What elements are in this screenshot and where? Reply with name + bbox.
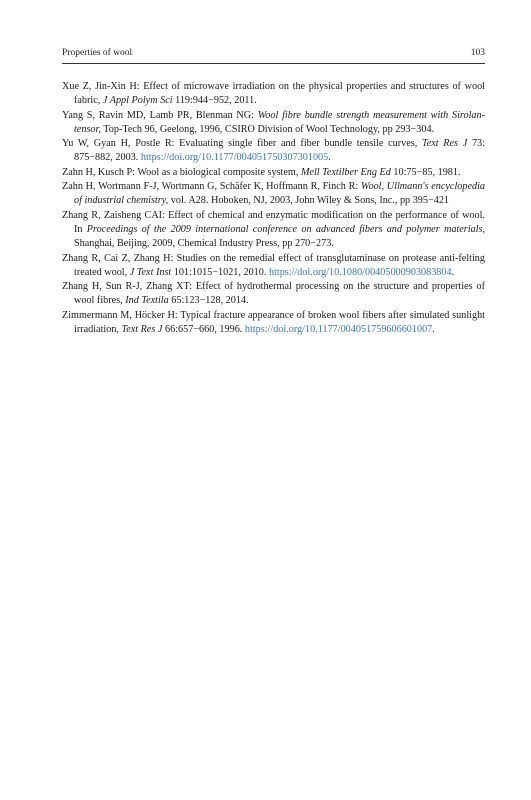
ref-text: vol. A28. Hoboken, NJ, 2003, John Wiley & Sons, Inc., pp 395−421 — [168, 195, 450, 207]
running-header — [62, 47, 485, 59]
ref-text: Shanghai, Beijing, 2009, Chemical Industry Press, pp 270−273. — [74, 238, 334, 250]
ref-italic: Text Res J — [421, 138, 468, 150]
ref-italic: Wool, Ullmann's encyclopedia of industrial chemistry, — [74, 181, 486, 207]
doi-link[interactable]: https://doi.org/10.1177/004051750307301005 — [140, 152, 329, 164]
doi-link[interactable]: https://doi.org/10.1080/00405000903083804 — [268, 266, 452, 278]
reference-list — [62, 80, 485, 337]
ref-italic: J Appl Polym Sci — [102, 95, 173, 107]
reference-item — [62, 137, 485, 166]
ref-italic: Wool fibre bundle strength measurement with Sirolan-tensor, — [74, 109, 485, 135]
running-title: Properties of wool — [62, 48, 133, 58]
ref-text: Yu W, Gyan H, Postle R: Evaluating single fiber and fiber bundle tensile curves, — [62, 138, 422, 150]
reference-item — [62, 309, 485, 338]
reference-item — [62, 166, 485, 180]
ref-text: 119:944−952, 2011. — [172, 95, 257, 107]
ref-italic: Text Res J — [121, 324, 163, 336]
ref-text: Zimmermann M, Höcker H: Typical fracture appearance of broken wool fibers after simulated sunlight irradiation, — [62, 309, 485, 336]
ref-text: Zhang H, Sun R-J, Zhang XT: Effect of hydrothermal processing on the structure and properties of wool fibres, — [62, 281, 485, 307]
reference-item — [62, 209, 485, 252]
ref-italic: J Text Inst — [129, 266, 172, 278]
reference-item — [62, 280, 485, 309]
ref-text: . — [328, 152, 331, 164]
ref-italic: Ind Textila — [125, 295, 169, 307]
ref-text: Zhang R, Zaisheng CAI: Effect of chemical and enzymatic modification on the performance of wool. In — [62, 209, 485, 235]
ref-text: Zhang R, Cai Z, Zhang H: Studies on the remedial effect of transglutaminase on protease anti-felting treated wool, — [62, 252, 485, 278]
page-number: 103 — [470, 48, 485, 58]
ref-text: Yang S, Ravin MD, Lamb PR, Blenman NG: — [62, 109, 258, 121]
reference-item — [62, 252, 485, 281]
ref-text: 65:123−128, 2014. — [168, 295, 249, 307]
ref-text: 10:75−85, 1981. — [390, 166, 461, 178]
ref-text: Zahn H, Wortmann F-J, Wortmann G, Schäfer K, Hoffmann R, Finch R: — [62, 181, 361, 193]
ref-text: Zahn H, Kusch P: Wool as a biological composite system, — [62, 166, 301, 178]
reference-item — [62, 80, 485, 109]
header-rule — [62, 63, 485, 64]
ref-text: 101:1015−1021, 2010. — [171, 266, 269, 278]
ref-text: 66:657−660, 1996. — [162, 324, 245, 336]
reference-item — [62, 180, 485, 209]
ref-text: 73: 875−882, 2003. — [74, 138, 485, 164]
ref-text: . — [451, 266, 455, 278]
ref-text: . — [432, 324, 435, 336]
doi-link[interactable]: https://doi.org/10.1177/004051759606601007 — [244, 324, 433, 336]
ref-italic: Proceedings of the 2009 international conference on advanced fibers and polymer materials, — [86, 223, 485, 235]
ref-text: Xue Z, Jin-Xin H: Effect of microwave irradiation on the physical properties and structures of wool fabric, — [62, 81, 485, 107]
ref-italic: Mell Textilber Eng Ed — [300, 166, 391, 178]
ref-text: Top-Tech 96, Geelong, 1996, CSIRO Division of Wool Technology, pp 293−304. — [100, 123, 435, 135]
reference-item — [62, 109, 485, 138]
